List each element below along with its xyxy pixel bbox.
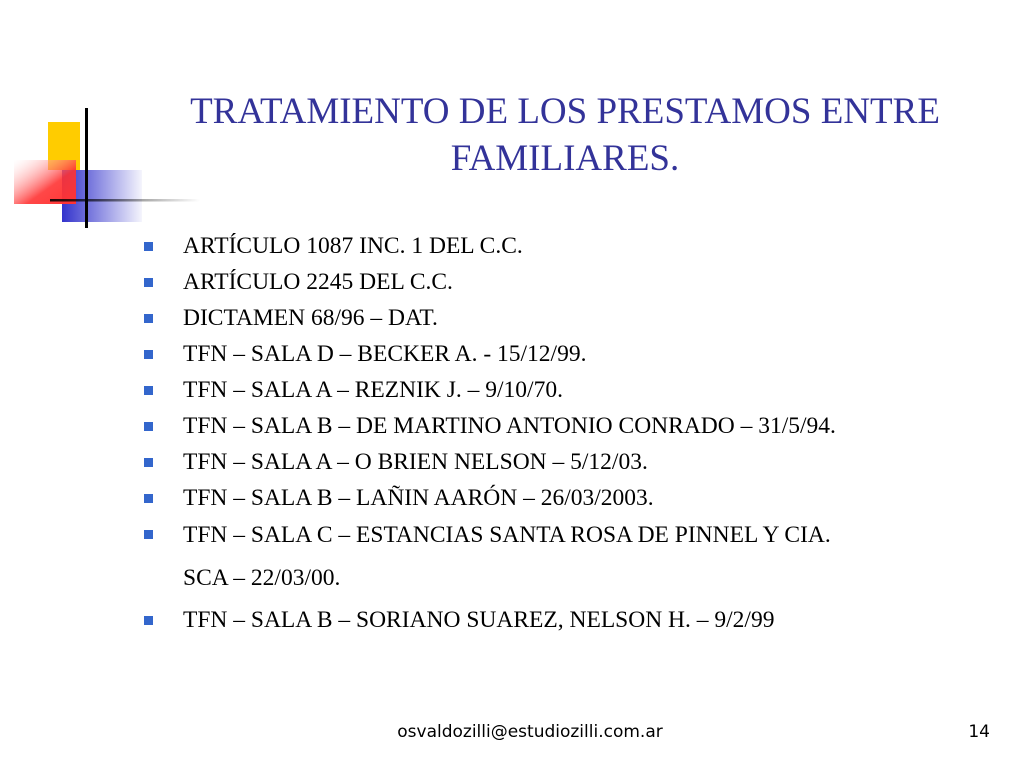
deco-red-square	[14, 160, 76, 204]
list-item: TFN – SALA D – BECKER A. - 15/12/99.	[138, 336, 1008, 372]
list-item: TFN – SALA C – ESTANCIAS SANTA ROSA DE PINNEL Y CIA. SCA – 22/03/00.	[138, 516, 1008, 602]
page-number: 14	[968, 722, 990, 742]
title-line-1: TRATAMIENTO DE LOS PRESTAMOS ENTRE	[190, 91, 940, 132]
footer-email: osvaldozilli@estudiozilli.com.ar	[397, 722, 663, 742]
list-item: TFN – SALA A – REZNIK J. – 9/10/70.	[138, 372, 1008, 408]
square-bullet-icon	[144, 616, 153, 625]
slide-title	[130, 88, 1000, 182]
square-bullet-icon	[144, 494, 153, 503]
square-bullet-icon	[144, 530, 153, 539]
list-item-continuation: SCA – 22/03/00.	[183, 565, 341, 591]
square-bullet-icon	[144, 386, 153, 395]
square-bullet-icon	[144, 350, 153, 359]
list-item: ARTÍCULO 1087 INC. 1 DEL C.C.	[138, 228, 1008, 264]
list-item: TFN – SALA B – LAÑIN AARÓN – 26/03/2003.	[138, 480, 1008, 516]
square-bullet-icon	[144, 242, 153, 251]
list-item: TFN – SALA B – DE MARTINO ANTONIO CONRADO – 31/5/94.	[138, 408, 1008, 444]
list-item: TFN – SALA A – O BRIEN NELSON – 5/12/03.	[138, 444, 1008, 480]
bullet-list	[138, 228, 1008, 638]
list-item: DICTAMEN 68/96 – DAT.	[138, 300, 1008, 336]
deco-horizontal-line	[50, 199, 200, 202]
list-item: ARTÍCULO 2245 DEL C.C.	[138, 264, 1008, 300]
square-bullet-icon	[144, 458, 153, 467]
list-item: TFN – SALA B – SORIANO SUAREZ, NELSON H. – 9/2/99	[138, 602, 1008, 638]
square-bullet-icon	[144, 422, 153, 431]
deco-vertical-line	[85, 108, 88, 228]
square-bullet-icon	[144, 278, 153, 287]
title-line-2: FAMILIARES.	[450, 138, 680, 179]
square-bullet-icon	[144, 314, 153, 323]
